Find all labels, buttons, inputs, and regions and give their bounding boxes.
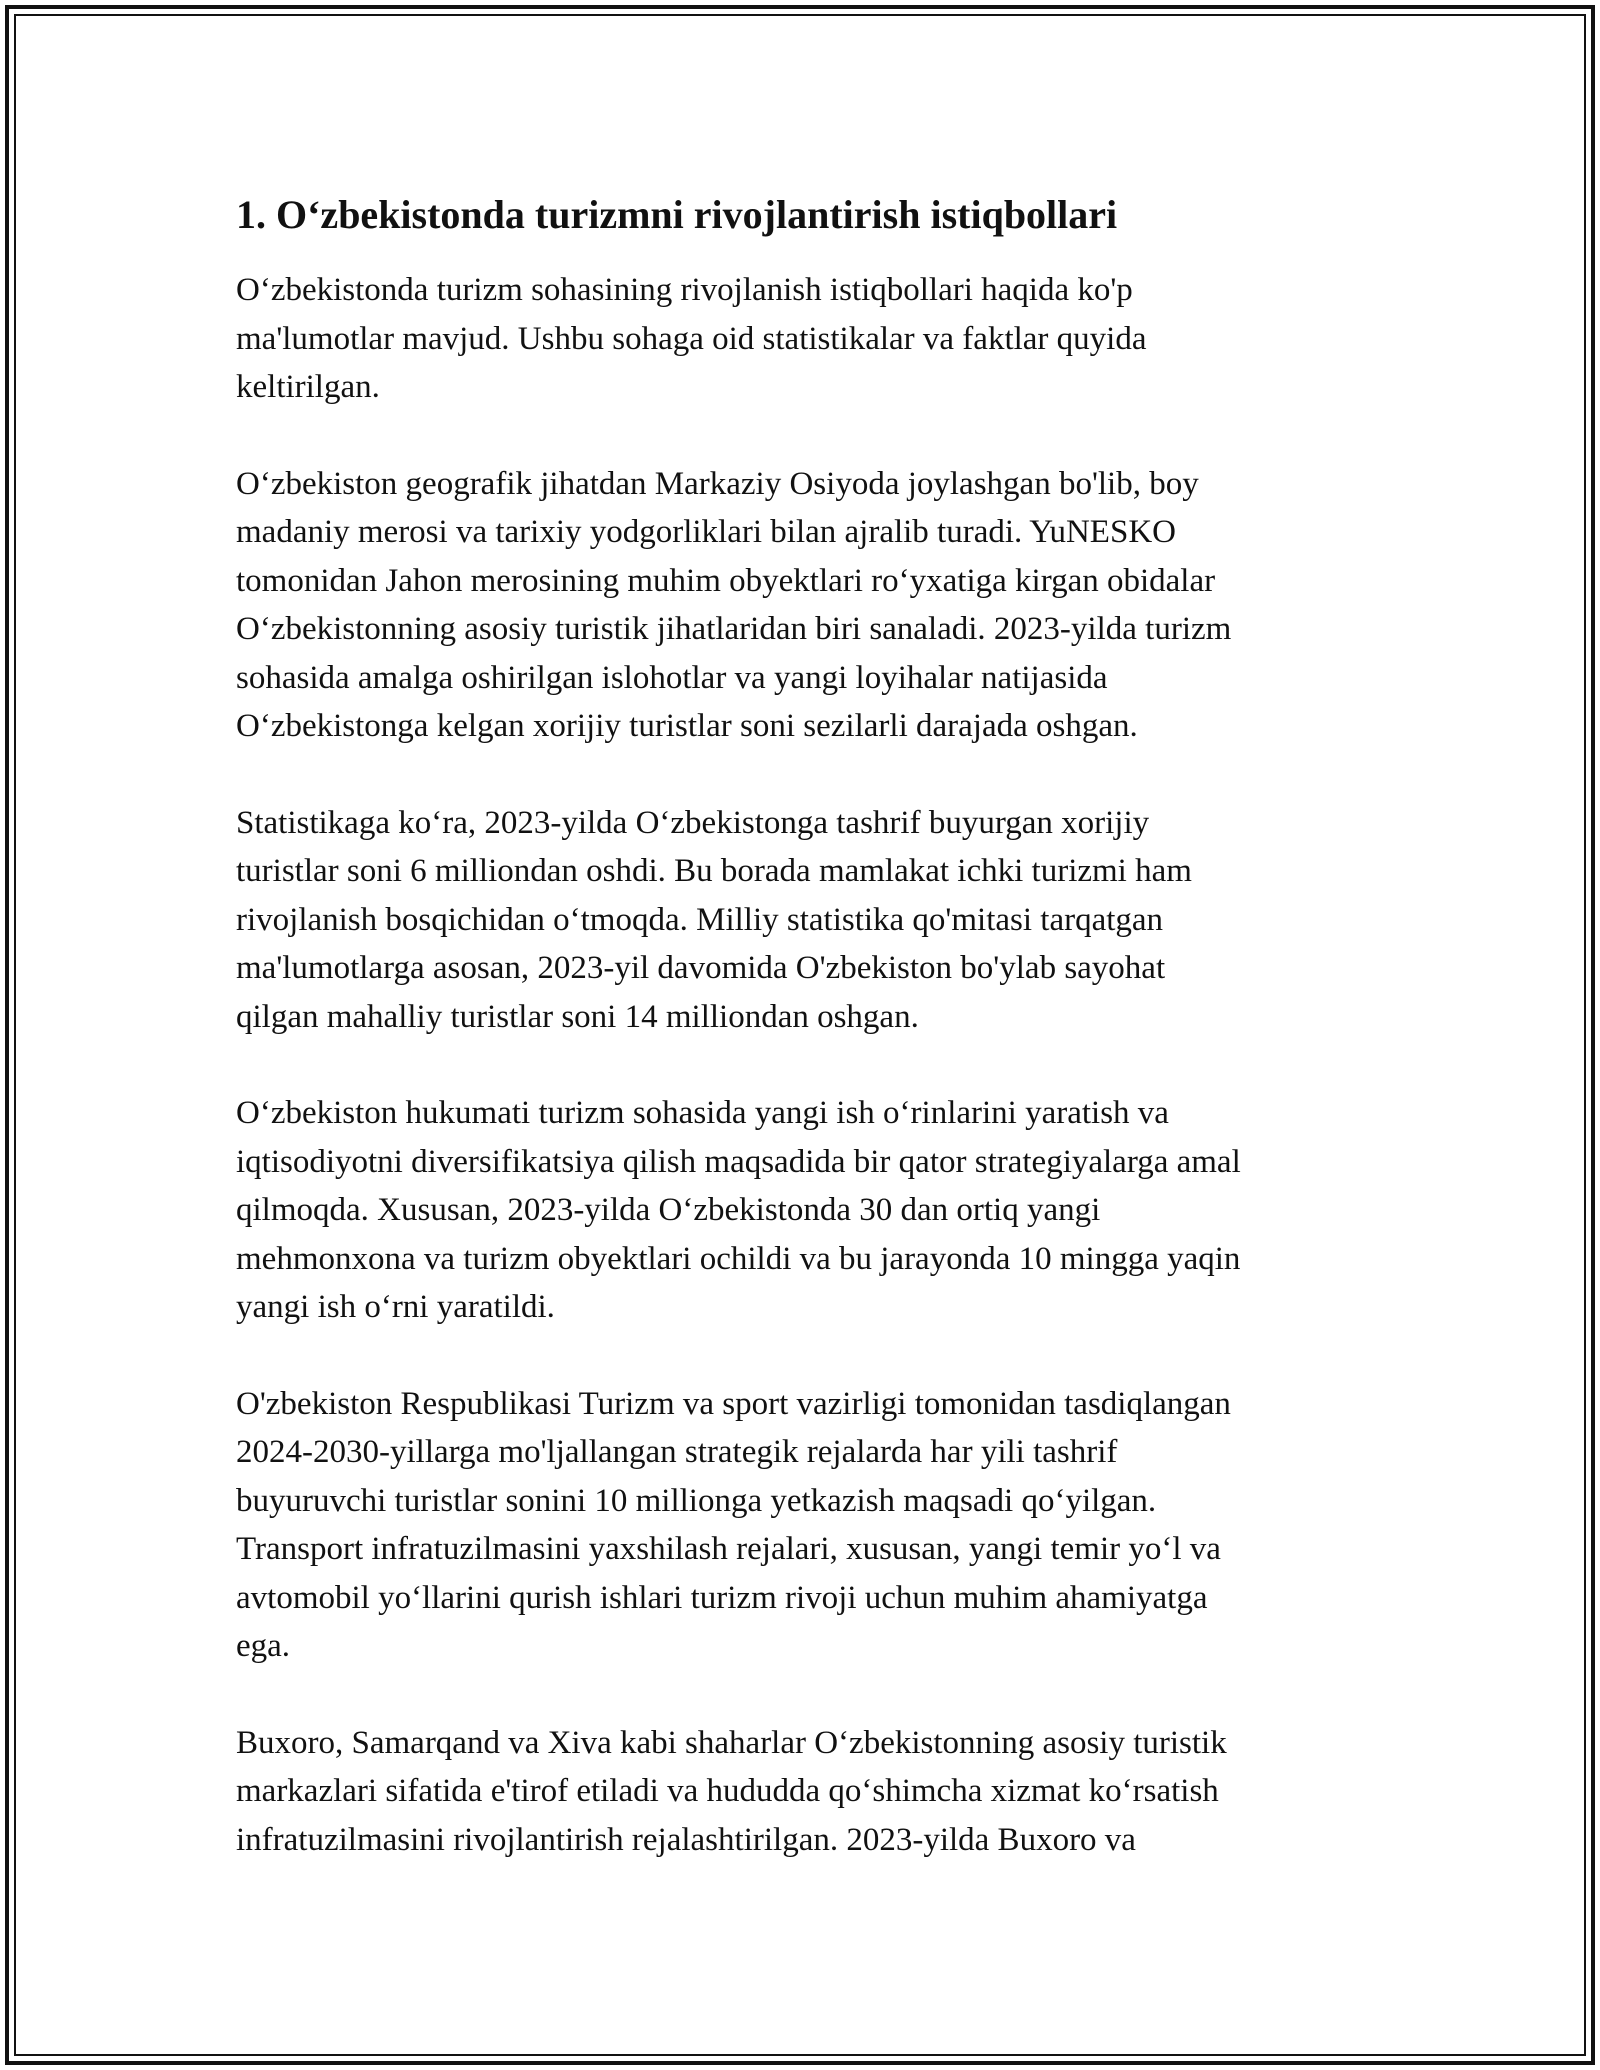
text-line: markazlari sifatida e'tirof etiladi va hududda qo‘shimcha xizmat ko‘rsatish [236,1773,1219,1809]
paragraph-statistics [236,799,1366,1042]
text-line: O‘zbekiston hukumati turizm sohasida yangi ish o‘rinlarini yaratish va [236,1095,1169,1131]
text-line: sohasida amalga oshirilgan islohotlar va yangi loyihalar natijasida [236,659,1108,696]
text-line: keltirilgan. [236,369,380,405]
text-line: buyuruvchi turistlar sonini 10 millionga yetkazish maqsadi qo‘yilgan. [236,1482,1157,1519]
text-line: O‘zbekiston geografik jihatdan Markaziy Osiyoda joylashgan bo'lib, boy [236,465,1199,502]
text-line: Transport infratuzilmasini yaxshilash rejalari, xususan, yangi temir yo‘l va [236,1531,1221,1567]
paragraph-cities [236,1719,1366,1865]
text-line: Statistikaga ko‘ra, 2023-yilda O‘zbekistonga tashrif buyurgan xorijiy [236,804,1150,841]
text-line: yangi ish o‘rni yaratildi. [236,1289,555,1325]
text-line: O‘zbekistonga kelgan xorijiy turistlar soni sezilarli darajada oshgan. [236,708,1138,744]
text-line: mehmonxona va turizm obyektlari ochildi va bu jarayonda 10 mingga yaqin [236,1240,1241,1277]
document-content [236,186,1366,1912]
text-line: ega. [236,1628,291,1664]
text-line: qilgan mahalliy turistlar soni 14 milliondan oshgan. [236,998,919,1035]
section-heading: 1. O‘zbekistonda turizmni rivojlantirish istiqbollari [236,192,1118,237]
text-line: O'zbekiston Respublikasi Turizm va sport vazirligi tomonidan tasdiqlangan [236,1385,1231,1422]
text-line: ma'lumotlarga asosan, 2023-yil davomida O'zbekiston bo'ylab sayohat [236,950,1166,986]
text-line: rivojlanish bosqichidan o‘tmoqda. Milliy statistika qo'mitasi tarqatgan [236,901,1164,938]
text-line: Buxoro, Samarqand va Xiva kabi shaharlar O‘zbekistonning asosiy turistik [236,1724,1227,1761]
text-line: avtomobil yo‘llarini qurish ishlari turizm rivoji uchun muhim ahamiyatga [236,1579,1208,1616]
paragraph-intro [236,266,1366,412]
text-line: infratuzilmasini rivojlantirish rejalashtirilgan. 2023-yilda Buxoro va [236,1821,1136,1858]
text-line: O‘zbekistonning asosiy turistik jihatlaridan biri sanaladi. 2023-yilda turizm [236,611,1232,647]
text-line: ma'lumotlar mavjud. Ushbu sohaga oid statistikalar va faktlar quyida [236,320,1147,357]
paragraph-strategy [236,1380,1366,1671]
text-line: tomonidan Jahon merosining muhim obyektlari ro‘yxatiga kirgan obidalar [236,562,1216,599]
text-line: iqtisodiyotni diversifikatsiya qilish maqsadida bir qator strategiyalarga amal [236,1143,1241,1180]
text-line: 2024-2030-yillarga mo'ljallangan strategik rejalarda har yili tashrif [236,1434,1118,1470]
text-line: O‘zbekistonda turizm sohasining rivojlanish istiqbollari haqida ko'p [236,272,1133,308]
text-line: turistlar soni 6 milliondan oshdi. Bu borada mamlakat ichki turizmi ham [236,853,1192,889]
text-line: qilmoqda. Xususan, 2023-yilda O‘zbekistonda 30 dan ortiq yangi [236,1192,1101,1228]
paragraph-government [236,1089,1366,1332]
paragraph-geography [236,460,1366,751]
text-line: madaniy merosi va tarixiy yodgorliklari bilan ajralib turadi. YuNESKO [236,514,1176,550]
